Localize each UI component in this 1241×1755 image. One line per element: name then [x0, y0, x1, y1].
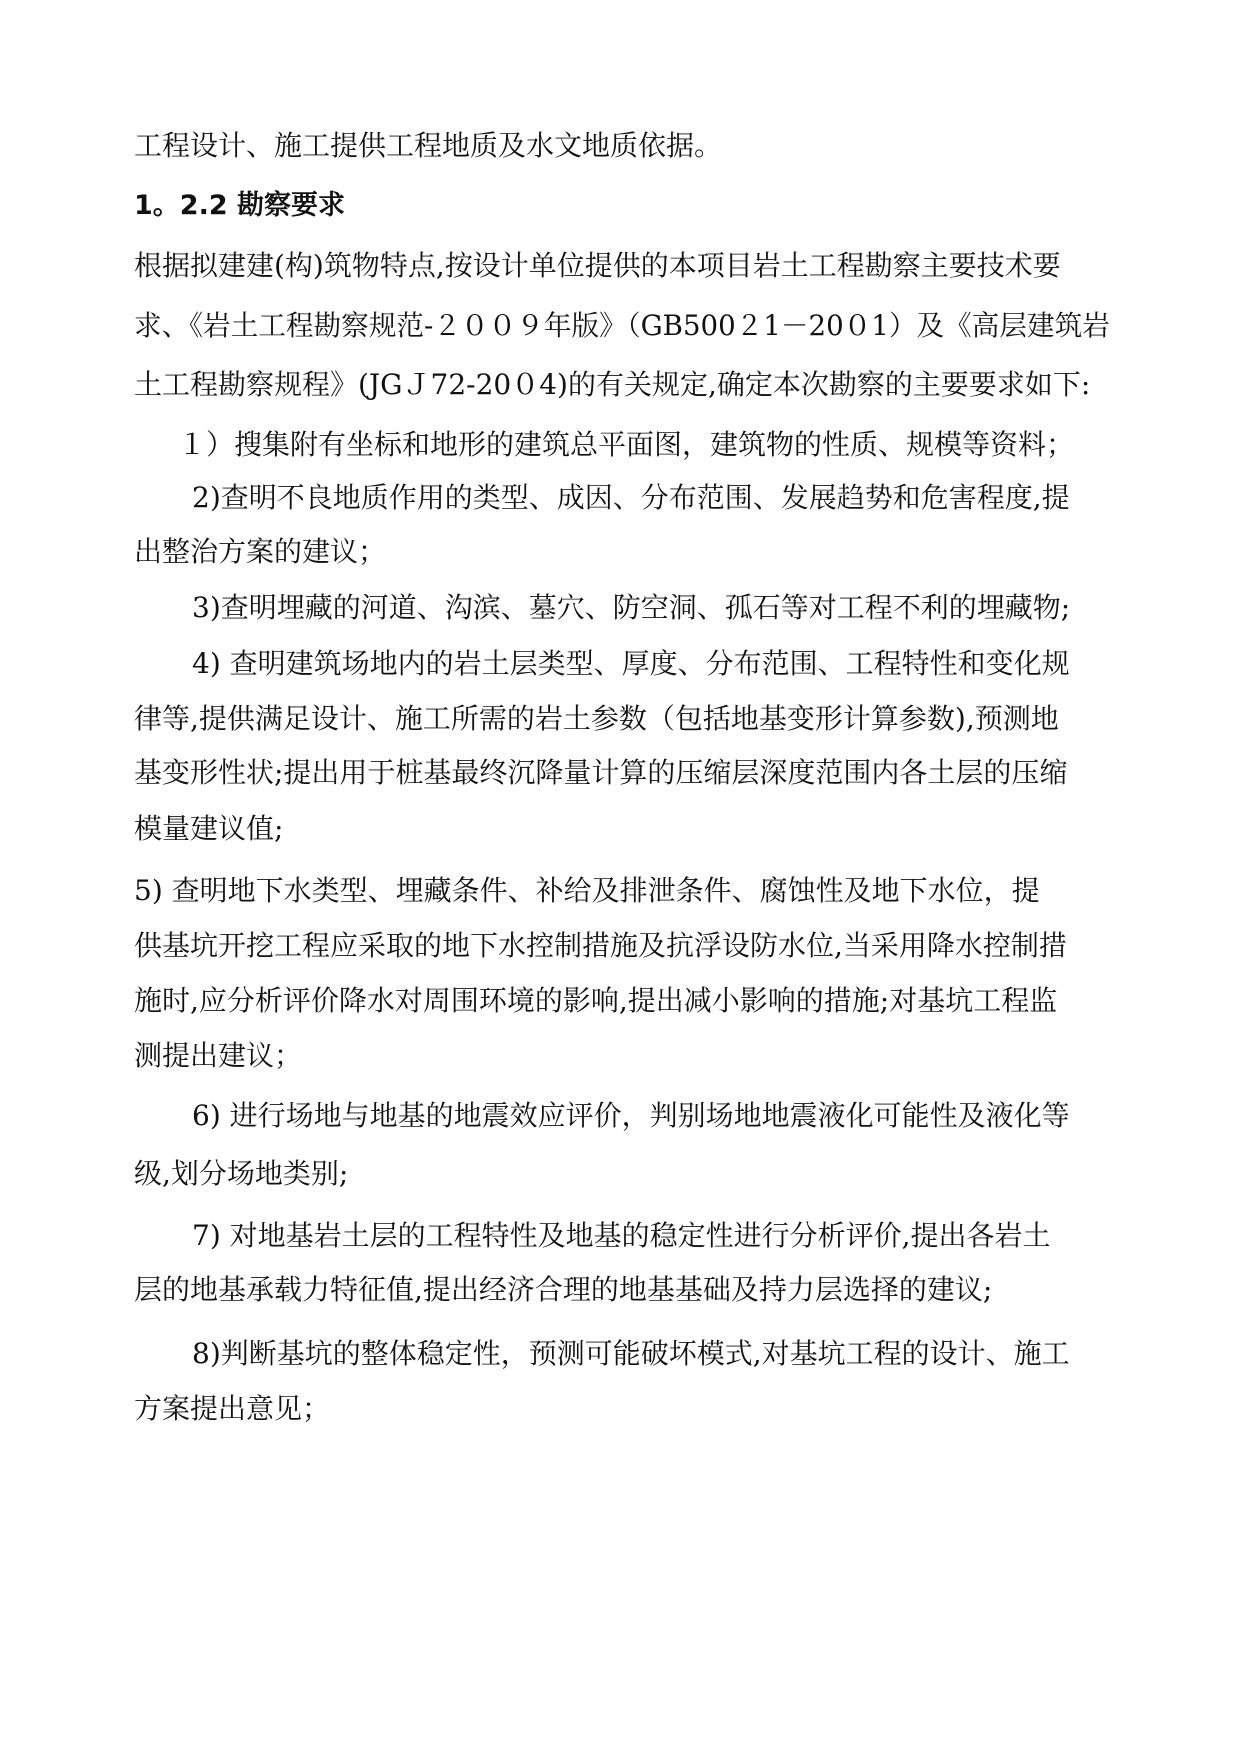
- list-item-6-line2: 级,划分场地类别;: [134, 1157, 349, 1190]
- list-item-5-line2: 供基坑开挖工程应采取的地下水控制措施及抗浮设防水位,当采用降水控制措: [134, 929, 1067, 962]
- list-item-7-line2: 层的地基承载力特征值,提出经济合理的地基基础及持力层选择的建议;: [134, 1273, 993, 1306]
- text-line-para1-1: 根据拟建建(构)筑物特点,按设计单位提供的本项目岩土工程勘察主要技术要: [134, 249, 1061, 282]
- section-heading: 1。2.2 勘察要求: [134, 190, 346, 221]
- list-item-5-line1: 5) 查明地下水类型、埋藏条件、补给及排泄条件、腐蚀性及地下水位，提: [134, 874, 1040, 907]
- list-item-4-line1: 4) 查明建筑场地内的岩土层类型、厚度、分布范围、工程特性和变化规: [192, 647, 1070, 680]
- list-item-5-line3: 施时,应分析评价降水对周围环境的影响,提出减小影响的措施;对基坑工程监: [134, 984, 1058, 1017]
- text-line-para1-3: 土工程勘察规程》(JGＪ72-20０4)的有关规定,确定本次勘察的主要要求如下:: [134, 368, 1091, 401]
- list-item-6-line1: 6) 进行场地与地基的地震效应评价，判别场地地震液化可能性及液化等: [192, 1099, 1070, 1132]
- text-line-para1-2: 求、《岩土工程勘察规范-２００９年版》（GB500２1－20０1）及《高层建筑岩: [134, 309, 1110, 342]
- list-item-2-line2: 出整治方案的建议；: [134, 535, 387, 568]
- list-item-4-line2: 律等,提供满足设计、施工所需的岩土参数（包括地基变形计算参数),预测地: [134, 702, 1059, 735]
- list-item-4-line4: 模量建议值;: [134, 812, 284, 845]
- list-item-4-line3: 基变形性状;提出用于桩基最终沉降量计算的压缩层深度范围内各土层的压缩: [134, 756, 1068, 789]
- list-item-7-line1: 7) 对地基岩土层的工程特性及地基的稳定性进行分析评价,提出各岩土: [192, 1219, 1051, 1252]
- list-item-5-line4: 测提出建议；: [134, 1039, 303, 1072]
- list-item-8-line2: 方案提出意见；: [134, 1392, 331, 1425]
- list-item-3: 3)查明埋藏的河道、沟滨、墓穴、防空洞、孤石等对工程不利的埋藏物;: [192, 591, 1071, 624]
- list-item-1: １）搜集附有坐标和地形的建筑总平面图，建筑物的性质、规模等资料；: [178, 428, 1075, 461]
- list-item-8-line1: 8)判断基坑的整体稳定性，预测可能破坏模式,对基坑工程的设计、施工: [192, 1337, 1070, 1370]
- list-item-2-line1: 2)查明不良地质作用的类型、成因、分布范围、发展趋势和危害程度,提: [192, 481, 1070, 514]
- text-line-intro: 工程设计、施工提供工程地质及水文地质依据。: [134, 129, 723, 162]
